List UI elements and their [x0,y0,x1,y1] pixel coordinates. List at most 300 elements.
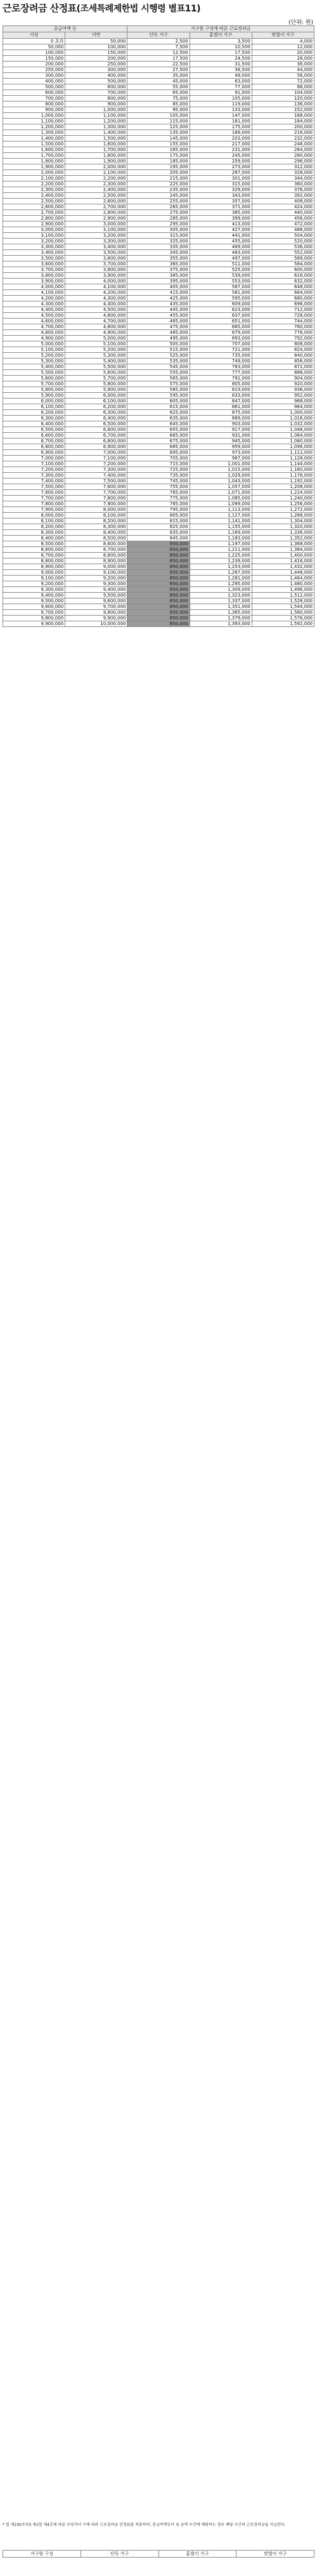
dual-earner-cell: 72,000 [252,79,314,84]
single-cell: 7,500 [127,44,190,50]
table-row [3,147,314,153]
single-cell: 845,000 [127,536,190,541]
single-earner-cell: 511,000 [190,261,252,267]
single-cell: 145,000 [127,136,190,142]
single-earner-cell: 24,500 [190,56,252,62]
table-row [3,467,314,473]
table-row [3,593,314,598]
single-cell: 535,000 [127,359,190,364]
single-earner-cell: 1,239,000 [190,558,252,564]
table-row [3,598,314,604]
min-cell: 6,000,000 [3,399,65,404]
single-cell: 17,500 [127,56,190,62]
single-cell: 850,000 [127,541,190,547]
dual-earner-cell: 168,000 [252,113,314,119]
single-cell: 645,000 [127,421,190,427]
dual-earner-cell: 968,000 [252,399,314,404]
max-cell: 5,900,000 [65,387,127,393]
min-cell: 3,200,000 [3,239,65,244]
dual-earner-cell: 1,112,000 [252,450,314,456]
table-row [3,381,314,387]
table-row [3,50,314,56]
dual-earner-cell: 36,000 [252,62,314,67]
max-cell: 800,000 [65,96,127,102]
min-cell: 300,000 [3,73,65,79]
dual-earner-cell: 1,320,000 [252,524,314,530]
min-cell: 7,600,000 [3,490,65,496]
single-cell: 785,000 [127,501,190,507]
table-row [3,576,314,581]
single-earner-cell: 203,000 [190,136,252,142]
single-cell: 375,000 [127,267,190,273]
single-cell: 365,000 [127,261,190,267]
table-row [3,616,314,621]
single-earner-cell: 469,000 [190,244,252,250]
min-cell: 2,200,000 [3,182,65,187]
table-row [3,273,314,279]
max-cell: 7,300,000 [65,467,127,473]
single-cell: 675,000 [127,439,190,444]
single-cell: 215,000 [127,176,190,182]
dual-earner-cell: 792,000 [252,336,314,341]
table-row [3,199,314,204]
table-body [3,39,314,627]
dual-earner-cell: 888,000 [252,370,314,376]
table-row [3,393,314,399]
dual-earner-cell: 1,000,000 [252,410,314,416]
min-cell: 5,500,000 [3,370,65,376]
single-cell: 35,000 [127,73,190,79]
single-cell: 245,000 [127,193,190,199]
single-earner-cell: 875,000 [190,410,252,416]
dual-earner-cell: 1,528,000 [252,598,314,604]
single-earner-cell: 77,000 [190,84,252,90]
single-cell: 2,500 [127,39,190,44]
min-cell: 1,600,000 [3,147,65,153]
single-earner-cell: 1,281,000 [190,576,252,581]
min-cell: 9,100,000 [3,576,65,581]
single-cell: 95,000 [127,107,190,113]
min-cell: 2,900,000 [3,221,65,227]
max-cell: 8,900,000 [65,558,127,564]
max-cell: 2,200,000 [65,176,127,182]
dual-earner-cell: 1,064,000 [252,433,314,439]
table-row [3,187,314,193]
max-cell: 9,300,000 [65,581,127,587]
dual-earner-cell: 920,000 [252,381,314,387]
table-row [3,341,314,347]
min-cell: 600,000 [3,90,65,96]
min-cell: 50,000 [3,44,65,50]
single-cell: 850,000 [127,593,190,598]
single-earner-cell: 903,000 [190,421,252,427]
single-earner-cell: 1,211,000 [190,547,252,553]
dual-earner-cell: 1,240,000 [252,496,314,501]
single-cell: 305,000 [127,227,190,233]
table-row [3,244,314,250]
table-row [3,399,314,404]
legend-cell: 맞벌이 가구 [236,2551,314,2558]
table-row [3,39,314,44]
dual-earner-cell: 728,000 [252,313,314,319]
dual-earner-cell: 1,032,000 [252,421,314,427]
legend-row [3,2551,314,2558]
min-cell: 7,100,000 [3,461,65,467]
max-cell: 8,500,000 [65,536,127,541]
single-earner-cell: 805,000 [190,381,252,387]
dual-earner-cell: 1,496,000 [252,587,314,593]
single-earner-cell: 721,000 [190,347,252,353]
single-cell: 850,000 [127,547,190,553]
single-cell: 225,000 [127,182,190,187]
single-cell: 655,000 [127,427,190,433]
dual-earner-cell: 824,000 [252,347,314,353]
single-earner-cell: 273,000 [190,164,252,170]
single-earner-cell: 10,500 [190,44,252,50]
table-row [3,324,314,330]
single-earner-cell: 1,141,000 [190,519,252,524]
single-earner-cell: 441,000 [190,233,252,239]
table-row [3,330,314,336]
max-cell: 2,700,000 [65,204,127,210]
single-cell: 605,000 [127,399,190,404]
single-earner-cell: 1,253,000 [190,564,252,570]
max-cell: 200,000 [65,56,127,62]
dual-earner-cell: 56,000 [252,73,314,79]
min-cell: 4,100,000 [3,290,65,296]
single-earner-cell: 1,393,000 [190,621,252,627]
table-row [3,284,314,290]
table-row [3,113,314,119]
max-cell: 8,000,000 [65,507,127,513]
max-cell: 5,700,000 [65,376,127,381]
single-earner-cell: 427,000 [190,227,252,233]
max-cell: 4,300,000 [65,296,127,301]
table-row [3,176,314,182]
min-cell: 9,800,000 [3,616,65,621]
max-cell: 2,100,000 [65,170,127,176]
table-row [3,450,314,456]
min-cell: 3,900,000 [3,279,65,284]
table-row [3,553,314,558]
dual-earner-cell: 632,000 [252,279,314,284]
dual-earner-cell: 664,000 [252,290,314,296]
max-cell: 3,900,000 [65,273,127,279]
table-row [3,581,314,587]
max-cell: 1,000,000 [65,107,127,113]
table-row [3,370,314,376]
single-earner-cell: 1,071,000 [190,490,252,496]
min-cell: 2,100,000 [3,176,65,182]
dual-earner-cell: 264,000 [252,147,314,153]
single-earner-cell: 343,000 [190,193,252,199]
max-cell: 7,800,000 [65,496,127,501]
table-row [3,267,314,273]
max-cell: 6,900,000 [65,444,127,450]
table-row [3,421,314,427]
single-earner-cell: 119,000 [190,102,252,107]
single-cell: 815,000 [127,519,190,524]
min-cell: 6,600,000 [3,433,65,439]
max-cell: 4,400,000 [65,301,127,307]
single-cell: 850,000 [127,564,190,570]
dual-earner-cell: 1,128,000 [252,456,314,461]
single-cell: 735,000 [127,473,190,479]
single-earner-cell: 371,000 [190,204,252,210]
dual-earner-cell: 1,480,000 [252,581,314,587]
single-earner-cell: 161,000 [190,119,252,124]
single-earner-cell: 1,309,000 [190,587,252,593]
table-row [3,102,314,107]
max-cell: 7,600,000 [65,484,127,490]
max-cell: 6,800,000 [65,439,127,444]
max-cell: 6,000,000 [65,393,127,399]
single-earner-cell: 567,000 [190,284,252,290]
min-cell: 8,200,000 [3,524,65,530]
max-cell: 4,000,000 [65,279,127,284]
max-cell: 5,800,000 [65,381,127,387]
single-cell: 850,000 [127,616,190,621]
single-cell: 435,000 [127,301,190,307]
max-cell: 8,600,000 [65,541,127,547]
max-cell: 250,000 [65,62,127,67]
dual-earner-cell: 1,192,000 [252,479,314,484]
table-row [3,387,314,393]
table-row [3,90,314,96]
dual-earner-cell: 1,016,000 [252,416,314,421]
table-row [3,204,314,210]
single-earner-cell: 847,000 [190,399,252,404]
single-cell: 85,000 [127,102,190,107]
min-cell: 4,400,000 [3,307,65,313]
single-cell: 22,500 [127,62,190,67]
min-header: 이상 [3,32,65,39]
max-cell: 2,900,000 [65,216,127,221]
single-cell: 125,000 [127,124,190,130]
table-row [3,182,314,187]
table-row [3,119,314,124]
dual-earner-cell: 1,080,000 [252,439,314,444]
table-row [3,456,314,461]
min-cell: 9,600,000 [3,604,65,610]
single-cell: 115,000 [127,119,190,124]
dual-earner-cell: 1,272,000 [252,507,314,513]
unit-label: (단위: 원) [288,20,313,26]
min-cell: 4,800,000 [3,330,65,336]
min-cell: 150,000 [3,56,65,62]
single-earner-cell: 1,015,000 [190,467,252,473]
table-row [3,170,314,176]
min-cell: 9,000,000 [3,570,65,576]
legend-cell: 홑벌이 가구 [158,2551,236,2558]
single-earner-cell: 637,000 [190,313,252,319]
table-row [3,124,314,130]
single-cell: 835,000 [127,530,190,536]
max-cell: 1,700,000 [65,147,127,153]
table-row [3,107,314,113]
single-cell: 850,000 [127,621,190,627]
single-cell: 55,000 [127,84,190,90]
single-cell: 615,000 [127,404,190,410]
single-earner-header: 홑벌이 가구 [190,32,252,39]
table-row [3,496,314,501]
table-row [3,62,314,67]
table-row [3,587,314,593]
max-cell: 9,400,000 [65,587,127,593]
single-earner-cell: 679,000 [190,330,252,336]
single-earner-cell: 1,085,000 [190,496,252,501]
single-cell: 795,000 [127,507,190,513]
min-cell: 900,000 [3,107,65,113]
table-row [3,73,314,79]
max-cell: 7,900,000 [65,501,127,507]
max-cell: 9,500,000 [65,593,127,598]
page-subtitle: (조세특례제한법 시행령 별표11) [76,4,200,14]
table-row [3,84,314,90]
dual-earner-cell: 840,000 [252,353,314,359]
dual-earner-cell: 584,000 [252,261,314,267]
dual-earner-cell: 1,400,000 [252,553,314,558]
dual-earner-cell: 4,000 [252,39,314,44]
single-earner-cell: 735,000 [190,353,252,359]
single-cell: 455,000 [127,313,190,319]
max-header: 미만 [65,32,127,39]
table-row [3,142,314,147]
single-cell: 850,000 [127,598,190,604]
table-row [3,216,314,221]
dual-earner-cell: 184,000 [252,119,314,124]
max-cell: 4,700,000 [65,319,127,324]
max-cell: 1,600,000 [65,142,127,147]
dual-earner-cell: 392,000 [252,193,314,199]
dual-earner-cell: 424,000 [252,204,314,210]
min-cell: 9,700,000 [3,610,65,616]
table-row [3,610,314,616]
dual-earner-cell: 600,000 [252,267,314,273]
table-row [3,564,314,570]
single-earner-cell: 105,000 [190,96,252,102]
dual-earner-cell: 1,464,000 [252,576,314,581]
single-earner-cell: 1,295,000 [190,581,252,587]
dual-earner-cell: 1,048,000 [252,427,314,433]
dual-earner-cell: 360,000 [252,182,314,187]
table-row [3,416,314,421]
single-cell: 850,000 [127,610,190,616]
dual-earner-cell: 20,000 [252,50,314,56]
table-row [3,336,314,341]
single-cell: 775,000 [127,496,190,501]
min-cell: 2,800,000 [3,216,65,221]
max-cell: 8,100,000 [65,513,127,519]
single-earner-cell: 833,000 [190,393,252,399]
single-earner-cell: 231,000 [190,147,252,153]
min-cell: 4,900,000 [3,336,65,341]
max-cell: 600,000 [65,84,127,90]
max-cell: 9,200,000 [65,576,127,581]
dual-earner-cell: 136,000 [252,102,314,107]
max-cell: 100,000 [65,44,127,50]
table-row [3,193,314,199]
single-earner-cell: 217,000 [190,142,252,147]
single-cell: 465,000 [127,319,190,324]
min-cell: 6,700,000 [3,439,65,444]
max-cell: 8,200,000 [65,519,127,524]
min-cell: 3,000,000 [3,227,65,233]
min-cell: 3,400,000 [3,250,65,256]
min-cell: 8,500,000 [3,541,65,547]
single-cell: 745,000 [127,479,190,484]
dual-earner-cell: 648,000 [252,284,314,290]
table-row [3,233,314,239]
table-row [3,570,314,576]
dual-earner-cell: 488,000 [252,227,314,233]
table-row [3,524,314,530]
single-cell: 755,000 [127,484,190,490]
dual-earner-cell: 104,000 [252,90,314,96]
dual-earner-cell: 12,000 [252,44,314,50]
single-earner-cell: 525,000 [190,267,252,273]
single-earner-cell: 623,000 [190,307,252,313]
dual-earner-cell: 1,256,000 [252,501,314,507]
max-cell: 3,400,000 [65,244,127,250]
min-cell: 1,500,000 [3,142,65,147]
table-row [3,296,314,301]
table-row [3,353,314,359]
max-cell: 9,700,000 [65,604,127,610]
single-cell: 685,000 [127,444,190,450]
single-cell: 565,000 [127,376,190,381]
table-row [3,67,314,73]
single-earner-cell: 595,000 [190,296,252,301]
min-cell: 5,400,000 [3,364,65,370]
table-row [3,536,314,541]
single-cell: 595,000 [127,393,190,399]
single-earner-cell: 315,000 [190,182,252,187]
dual-earner-cell: 1,144,000 [252,461,314,467]
max-cell: 2,300,000 [65,182,127,187]
dual-earner-cell: 536,000 [252,244,314,250]
table-row [3,541,314,547]
max-cell: 2,400,000 [65,187,127,193]
min-cell: 2,700,000 [3,210,65,216]
table-row [3,159,314,164]
max-cell: 2,000,000 [65,164,127,170]
max-cell: 6,100,000 [65,399,127,404]
table-row [3,501,314,507]
dual-earner-cell: 952,000 [252,393,314,399]
single-cell: 485,000 [127,330,190,336]
min-cell: 1,300,000 [3,130,65,136]
single-earner-cell: 1,225,000 [190,553,252,558]
max-cell: 900,000 [65,102,127,107]
single-cell: 475,000 [127,324,190,330]
max-cell: 10,000,000 [65,621,127,627]
dual-earner-cell: 696,000 [252,301,314,307]
single-earner-cell: 259,000 [190,159,252,164]
single-cell: 385,000 [127,273,190,279]
single-earner-cell: 1,379,000 [190,616,252,621]
min-cell: 9,200,000 [3,581,65,587]
max-cell: 5,300,000 [65,353,127,359]
single-cell: 625,000 [127,410,190,416]
min-cell: 9,500,000 [3,598,65,604]
single-cell: 805,000 [127,513,190,519]
single-earner-cell: 1,099,000 [190,501,252,507]
single-earner-cell: 413,000 [190,221,252,227]
max-cell: 4,100,000 [65,284,127,290]
table-row [3,307,314,313]
dual-earner-cell: 1,512,000 [252,593,314,598]
